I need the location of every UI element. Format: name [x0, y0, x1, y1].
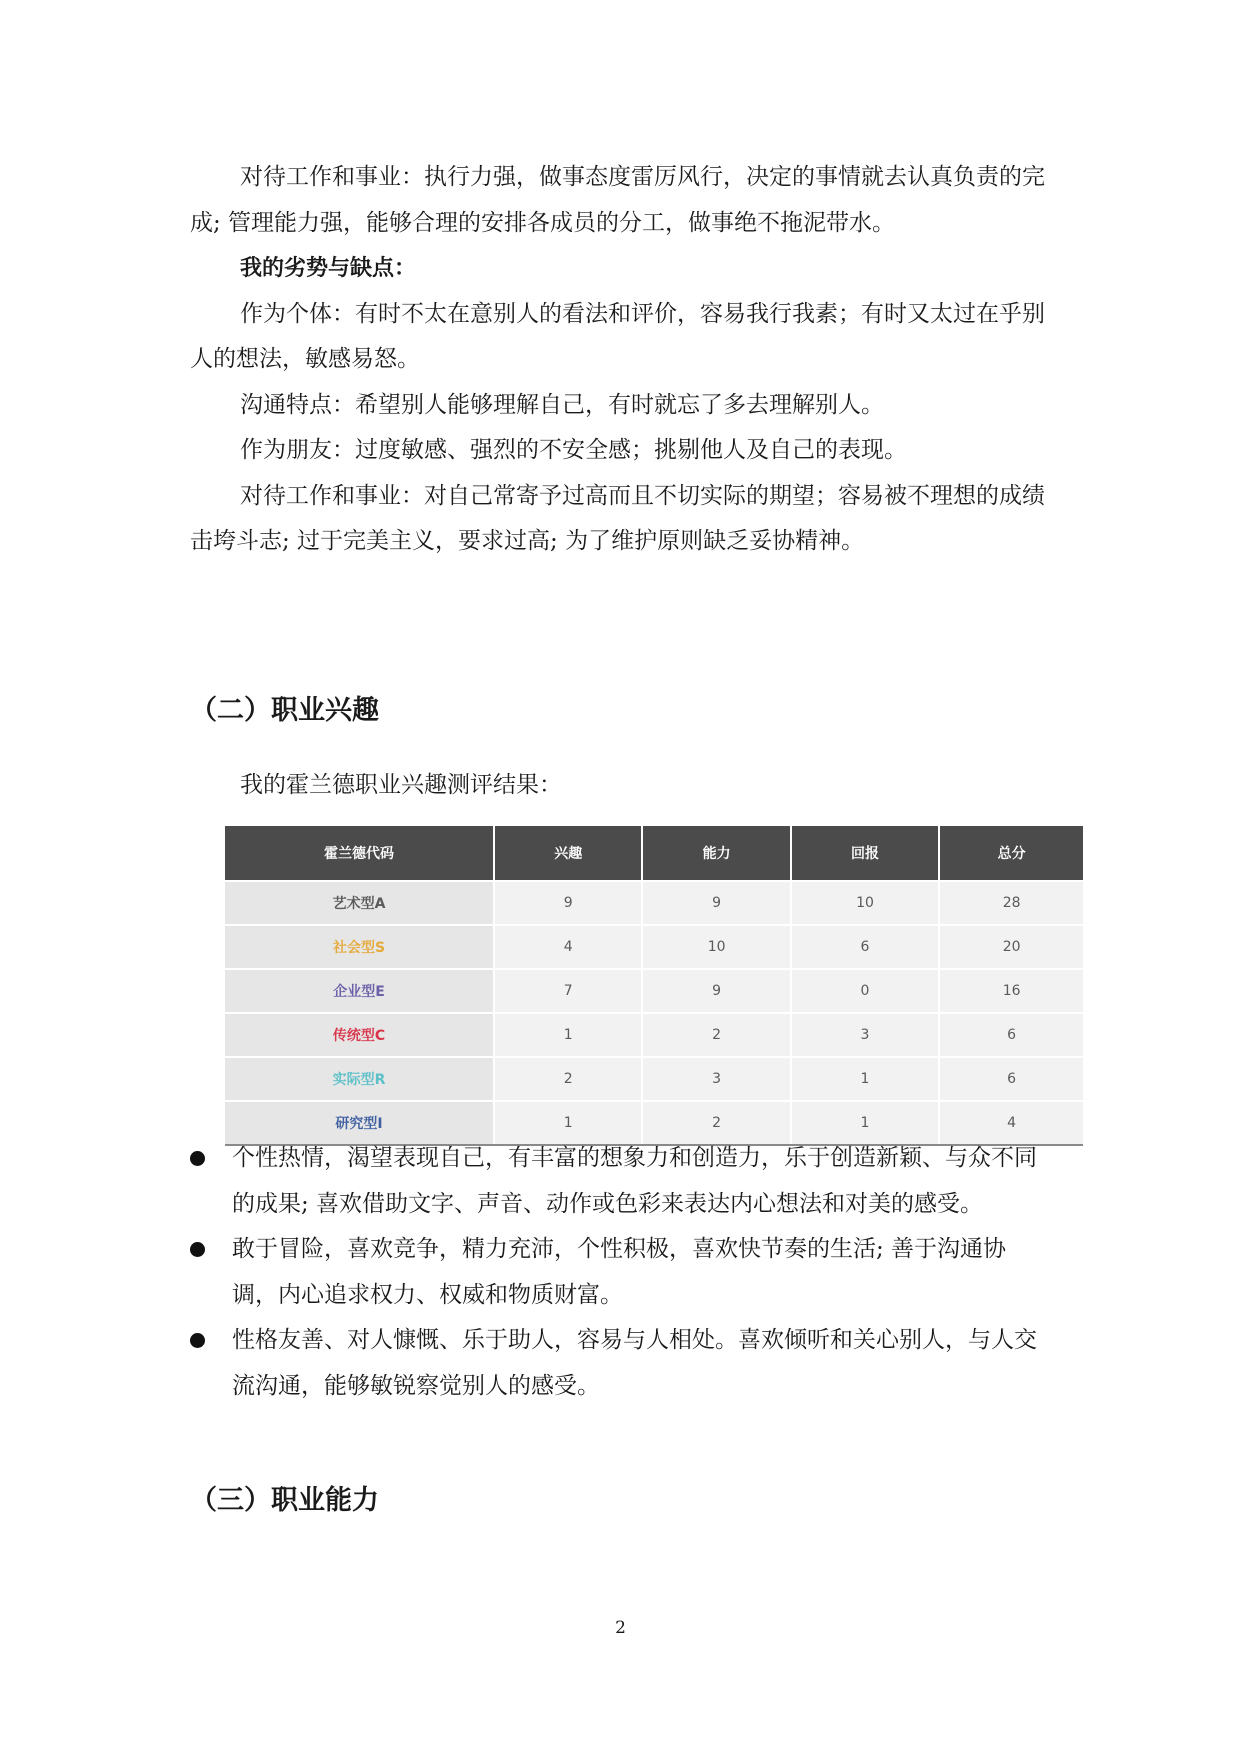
bullet-text: 敢于冒险，喜欢竞争，精力充沛，个性积极，喜欢快节奏的生活; 善于沟通协调，内心追求权力、权威和物质财富。 — [232, 1236, 1007, 1308]
bullet-dot-icon — [190, 1151, 205, 1166]
header-reward: 回报 — [791, 826, 939, 881]
cell-value: 7 — [494, 969, 642, 1013]
cell-value: 3 — [642, 1057, 790, 1101]
cell-value: 28 — [939, 881, 1083, 925]
paragraph-individual: 作为个体：有时不太在意别人的看法和评价，容易我行我素；有时又太过在乎别人的想法，敏感易怒。 — [190, 300, 1045, 372]
weakness-heading: 我的劣势与缺点： — [240, 256, 417, 281]
bullet-dot-icon — [190, 1333, 205, 1348]
header-interest: 兴趣 — [494, 826, 642, 881]
cell-value: 3 — [791, 1013, 939, 1057]
cell-value: 2 — [642, 1013, 790, 1057]
holland-table — [225, 826, 1083, 1146]
table-header-row — [225, 826, 1083, 881]
header-code: 霍兰德代码 — [225, 826, 494, 881]
bullet-dot-icon — [190, 1242, 205, 1257]
cell-value: 1 — [494, 1013, 642, 1057]
cell-code: 传统型C — [225, 1013, 494, 1057]
cell-value: 1 — [791, 1101, 939, 1145]
table-row — [225, 1013, 1083, 1057]
table-row — [225, 969, 1083, 1013]
cell-value: 4 — [939, 1101, 1083, 1145]
cell-value: 2 — [494, 1057, 642, 1101]
cell-value: 1 — [494, 1101, 642, 1145]
bullet-text: 个性热情，渴望表现自己，有丰富的想象力和创造力，乐于创造新颖、与众不同的成果; 喜欢借助文字、声音、动作或色彩来表达内心想法和对美的感受。 — [232, 1145, 1037, 1217]
cell-value: 10 — [642, 925, 790, 969]
cell-value: 10 — [791, 881, 939, 925]
table-row — [225, 925, 1083, 969]
paragraph-friend: 作为朋友：过度敏感、强烈的不安全感；挑剔他人及自己的表现。 — [240, 437, 907, 463]
cell-value: 9 — [642, 969, 790, 1013]
list-item — [190, 1227, 1050, 1318]
cell-code: 实际型R — [225, 1057, 494, 1101]
paragraph-work-weakness: 对待工作和事业：对自己常寄予过高而且不切实际的期望；容易被不理想的成绩击垮斗志; 过于完美主义，要求过高; 为了维护原则缺乏妥协精神。 — [190, 482, 1045, 554]
bullet-text: 性格友善、对人慷慨、乐于助人，容易与人相处。喜欢倾听和关心别人，与人交流沟通，能够敏锐察觉别人的感受。 — [232, 1327, 1037, 1399]
cell-code: 企业型E — [225, 969, 494, 1013]
cell-value: 9 — [494, 881, 642, 925]
page-number: 2 — [615, 1618, 626, 1638]
table-row — [225, 881, 1083, 925]
table-row — [225, 1057, 1083, 1101]
cell-value: 6 — [791, 925, 939, 969]
cell-value: 16 — [939, 969, 1083, 1013]
section-title-career-ability: （三）职业能力 — [190, 1485, 379, 1516]
paragraph-work-strength: 对待工作和事业：执行力强，做事态度雷厉风行，决定的事情就去认真负责的完成; 管理能力强，能够合理的安排各成员的分工，做事绝不拖泥带水。 — [190, 164, 1045, 236]
paragraph-communication: 沟通特点：希望别人能够理解自己，有时就忘了多去理解别人。 — [240, 391, 884, 418]
top-paragraphs — [190, 155, 1050, 565]
bullet-list — [190, 1136, 1050, 1409]
cell-value: 6 — [939, 1057, 1083, 1101]
header-total: 总分 — [939, 826, 1083, 881]
list-item — [190, 1136, 1050, 1227]
cell-value: 20 — [939, 925, 1083, 969]
cell-value: 1 — [791, 1057, 939, 1101]
cell-value: 6 — [939, 1013, 1083, 1057]
cell-code: 社会型S — [225, 925, 494, 969]
cell-code: 研究型I — [225, 1101, 494, 1145]
cell-value: 9 — [642, 881, 790, 925]
list-item — [190, 1318, 1050, 1409]
cell-value: 0 — [791, 969, 939, 1013]
cell-code: 艺术型A — [225, 881, 494, 925]
section-title-career-interest: （二）职业兴趣 — [190, 695, 379, 726]
intro-text: 我的霍兰德职业兴趣测评结果： — [240, 772, 562, 798]
cell-value: 2 — [642, 1101, 790, 1145]
header-ability: 能力 — [642, 826, 790, 881]
cell-value: 4 — [494, 925, 642, 969]
